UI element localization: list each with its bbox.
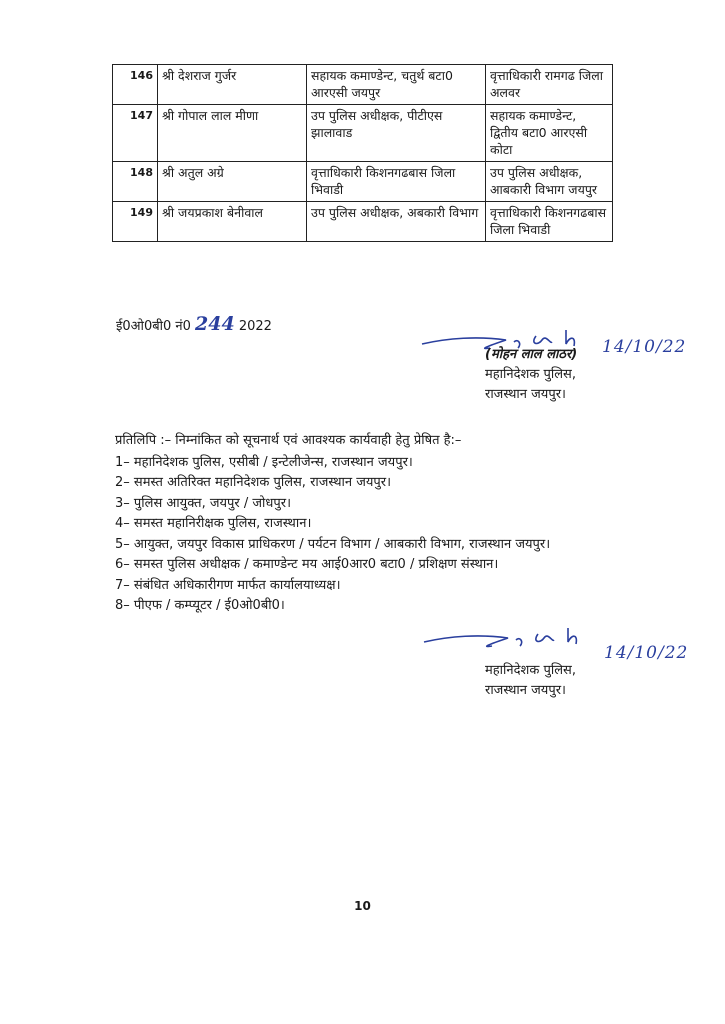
signature-date-handwritten: 14/10/22 <box>604 643 689 663</box>
signatory-location: राजस्थान जयपुर। <box>485 387 566 402</box>
signatory-designation: महानिदेशक पुलिस, <box>485 367 576 382</box>
officer-name: श्री देशराज गुर्जर <box>158 65 307 105</box>
table-row <box>113 105 613 162</box>
signatory-location: राजस्थान जयपुर। <box>485 683 566 698</box>
serial-number: 149 <box>113 202 158 242</box>
list-item: 3– पुलिस आयुक्त, जयपुर / जोधपुर। <box>115 495 292 511</box>
list-item: 1– महानिदेशक पुलिस, एसीबी / इन्टेलीजेन्स, राजस्थान जयपुर। <box>115 454 413 470</box>
signatory-block <box>485 661 576 701</box>
current-posting: वृत्ताधिकारी किशनगढबास जिला भिवाडी <box>307 162 486 202</box>
table-row <box>113 65 613 105</box>
new-posting: उप पुलिस अधीक्षक, आबकारी विभाग जयपुर <box>486 162 613 202</box>
signature-date-handwritten: 14/10/22 <box>602 337 687 357</box>
list-item: 5– आयुक्त, जयपुर विकास प्राधिकरण / पर्यटन विभाग / आबकारी विभाग, राजस्थान जयपुर। <box>115 536 551 552</box>
current-posting: उप पुलिस अधीक्षक, पीटीएस झालावाड <box>307 105 486 162</box>
transfer-table <box>112 64 613 242</box>
page-number: 10 <box>354 899 371 913</box>
officer-name: श्री गोपाल लाल मीणा <box>158 105 307 162</box>
officer-name: श्री जयप्रकाश बेनीवाल <box>158 202 307 242</box>
table-row <box>113 162 613 202</box>
copy-to-intro: प्रतिलिपि :– निम्नांकित को सूचनार्थ एवं आवश्यक कार्यवाही हेतु प्रेषित है:– <box>115 433 462 448</box>
list-item: 6– समस्त पुलिस अधीक्षक / कमाण्डेन्ट मय आई0आर0 बटा0 / प्रशिक्षण संस्थान। <box>115 557 499 572</box>
signatory-name: (मोहन लाल लाठर) <box>485 347 578 362</box>
signatory-block <box>485 345 577 405</box>
order-number-handwritten: 244 <box>195 313 235 335</box>
list-item: 4– समस्त महानिरीक्षक पुलिस, राजस्थान। <box>115 516 312 531</box>
list-item: 2– समस्त अतिरिक्त महानिदेशक पुलिस, राजस्थान जयपुर। <box>115 475 392 490</box>
table-row <box>113 202 613 242</box>
copy-to-section <box>115 431 550 617</box>
current-posting: उप पुलिस अधीक्षक, अबकारी विभाग <box>307 202 486 242</box>
new-posting: वृत्ताधिकारी किशनगढबास जिला भिवाडी <box>486 202 613 242</box>
serial-number: 148 <box>113 162 158 202</box>
new-posting: सहायक कमाण्डेन्ट, द्वितीय बटा0 आरएसी कोटा <box>486 105 613 162</box>
officer-name: श्री अतुल अग्रे <box>158 162 307 202</box>
new-posting: वृत्ताधिकारी रामगढ जिला अलवर <box>486 65 613 105</box>
list-item: 8– पीएफ / कम्प्यूटर / ई0ओ0बी0। <box>115 598 285 613</box>
signature-scribble-icon <box>420 624 620 654</box>
serial-number: 147 <box>113 105 158 162</box>
order-year: 2022 <box>238 319 272 334</box>
current-posting: सहायक कमाण्डेन्ट, चतुर्थ बटा0 आरएसी जयपुर <box>307 65 486 105</box>
signatory-designation: महानिदेशक पुलिस, <box>485 663 576 678</box>
serial-number: 146 <box>113 65 158 105</box>
list-item: 7– संबंधित अधिकारीगण मार्फत कार्यालयाध्यक्ष। <box>115 577 341 593</box>
order-prefix: ई0ओ0बी0 नं0 <box>116 319 191 334</box>
order-number-line <box>116 313 272 335</box>
